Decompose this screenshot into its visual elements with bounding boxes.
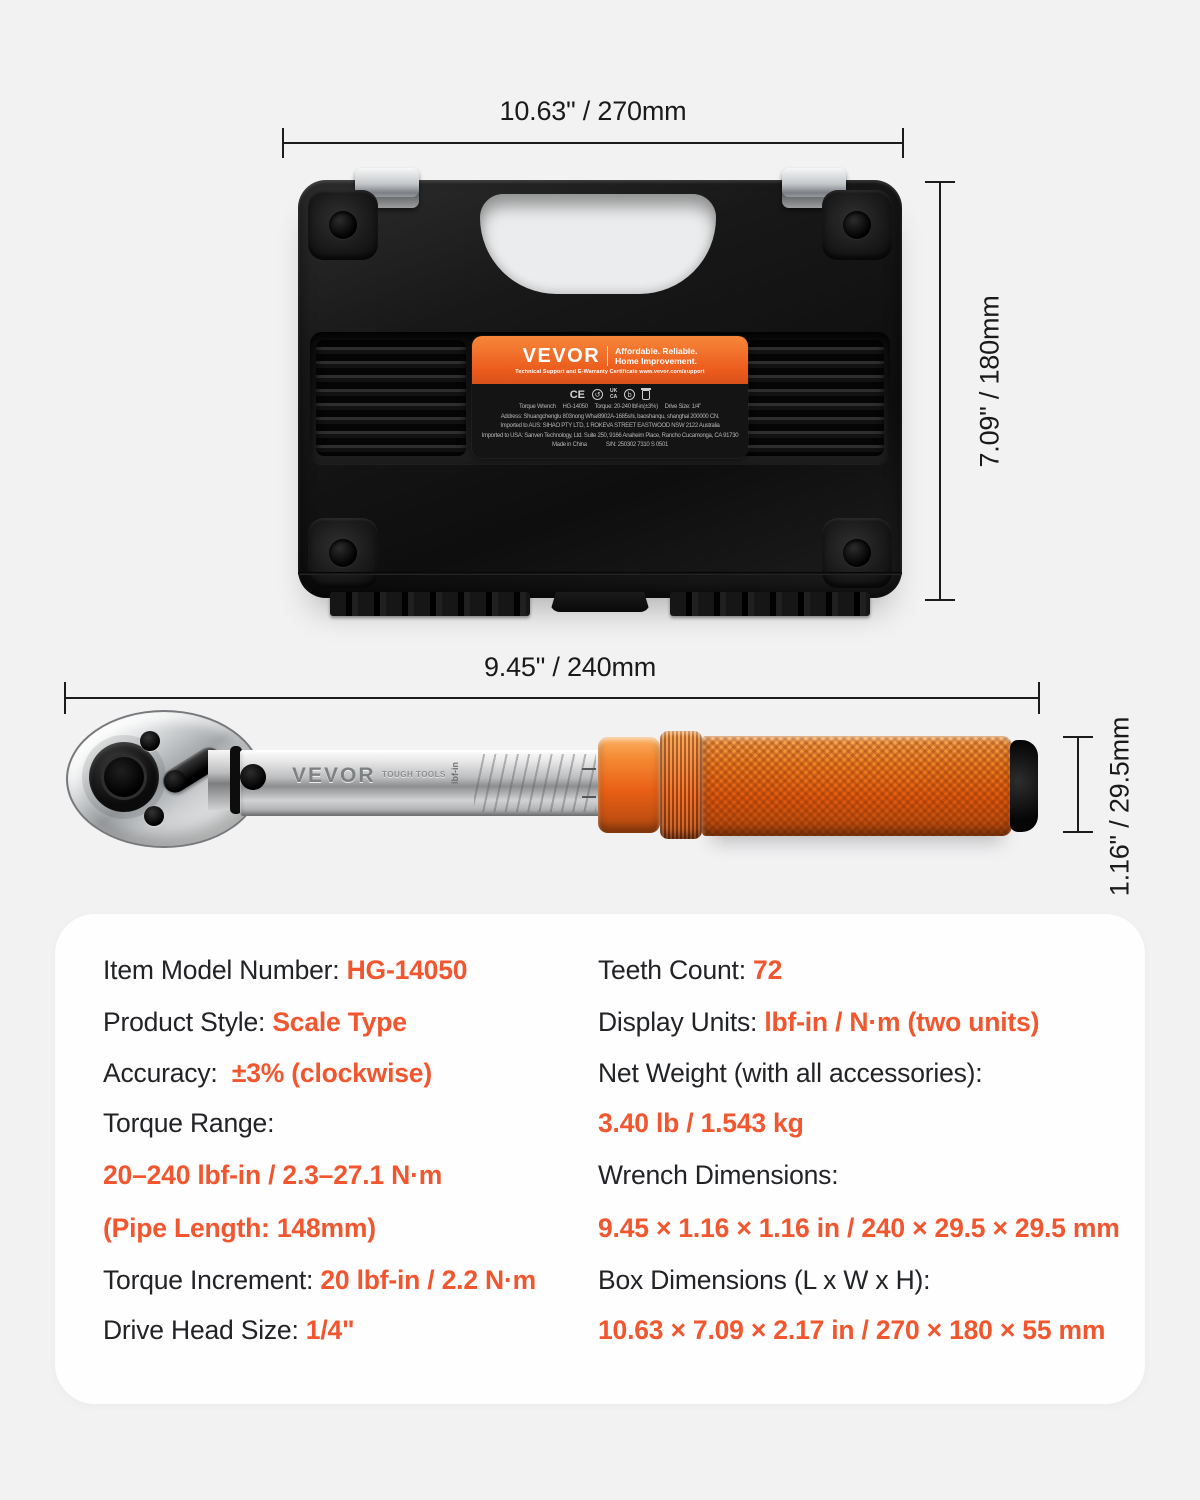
square-drive-center xyxy=(101,754,147,800)
spec-row-teeth-count: Teeth Count: 72 xyxy=(598,955,783,985)
tagline-line1: Affordable. Reliable. xyxy=(615,345,698,356)
spec-row-wrench-dimensions-label: Wrench Dimensions: xyxy=(598,1160,839,1190)
case-center-foot xyxy=(550,592,650,612)
sticker-divider xyxy=(607,346,608,366)
case-rib-texture-left xyxy=(316,340,466,456)
case-width-tick-left xyxy=(282,128,284,158)
weee-bin-icon xyxy=(642,390,650,400)
spec-row-net-weight-label: Net Weight (with all accessories): xyxy=(598,1058,983,1088)
sticker-info-area xyxy=(472,384,748,458)
shaft-pin xyxy=(240,764,266,790)
spec-row-accuracy: Accuracy: ±3% (clockwise) xyxy=(103,1058,432,1088)
wrench-height-tick-bottom xyxy=(1063,831,1093,833)
spec-row-item-model-number: Item Model Number: HG-14050 xyxy=(103,955,468,985)
spec-row-net-weight-value: 3.40 lb / 1.543 kg xyxy=(598,1108,804,1138)
handle-orange-sleeve xyxy=(598,737,660,833)
case-corner-bumper xyxy=(822,190,892,260)
spec-row-torque-increment: Torque Increment: 20 lbf-in / 2.2 N·m xyxy=(103,1265,536,1295)
wrench-height-dimension-label: 1.16" / 29.5mm xyxy=(1104,716,1135,897)
shaft-tough-tools-text: TOUGH TOOLS xyxy=(382,770,446,779)
shaft-scale-unit: lbf-in xyxy=(450,762,460,784)
case-handle-cutout xyxy=(480,194,716,294)
shaft-scale-tick xyxy=(582,768,596,770)
ce-mark-icon: CE xyxy=(569,388,586,401)
case-sticker xyxy=(472,336,748,458)
sticker-support-line: Technical Support and E-Warranty Certificate www.vevor.com/support xyxy=(515,368,705,375)
handle-end-cap xyxy=(1010,740,1038,832)
tagline-line2: Home Improvement. xyxy=(615,355,697,366)
spec-row-wrench-dimensions-value: 9.45 × 1.16 × 1.16 in / 240 × 29.5 × 29.5 mm xyxy=(598,1213,1120,1243)
case-lid-seam xyxy=(298,572,902,575)
handle-knurled-grip xyxy=(702,736,1012,836)
spec-row-product-style: Product Style: Scale Type xyxy=(103,1007,407,1037)
ukca-icon: UK CA xyxy=(610,388,618,400)
case-corner-bumper xyxy=(308,190,378,260)
case-corner-bumper xyxy=(822,518,892,588)
sticker-info-line: Made in China S/N: 250302 7310 S 0501 xyxy=(551,442,669,449)
spec-row-torque-range-value: 20–240 lbf-in / 2.3–27.1 N·m xyxy=(103,1160,443,1190)
case-height-dimension-label: 7.09" / 180mm xyxy=(974,295,1005,468)
spec-row-display-units: Display Units: lbf-in / N·m (two units) xyxy=(598,1007,1040,1037)
spec-row-torque-range-label: Torque Range: xyxy=(103,1108,275,1138)
vevor-logo: VEVOR xyxy=(522,344,601,367)
case-height-tick-bottom xyxy=(925,599,955,601)
wrench-length-tick-right xyxy=(1038,682,1040,714)
sticker-orange-header xyxy=(472,336,748,384)
recycle-icon: ↺ xyxy=(592,389,603,400)
direction-switch-knob xyxy=(164,770,186,792)
wrench-height-tick-top xyxy=(1063,736,1093,738)
case-hinge-right xyxy=(670,592,870,616)
spec-row-drive-head-size: Drive Head Size: 1/4" xyxy=(103,1315,355,1345)
case-corner-bumper xyxy=(308,518,378,588)
case-label-recess xyxy=(310,332,890,464)
shaft-scale-chevrons xyxy=(474,754,596,812)
case-width-dimension-label: 10.63" / 270mm xyxy=(499,96,687,126)
wrench-height-dimension-line xyxy=(1077,737,1079,833)
case-height-dimension-line xyxy=(939,182,941,600)
b-certification-icon: b xyxy=(624,389,635,400)
case-width-tick-right xyxy=(902,128,904,158)
sticker-info-line: Torque Wrench HG-14050 Torque: 20-240 lbf-in(±3%) Drive Size: 1/4" xyxy=(519,404,701,410)
wrench-length-dimension-label: 9.45" / 240mm xyxy=(483,652,657,682)
sticker-taglines xyxy=(615,346,697,366)
case-hinge-left xyxy=(330,592,530,616)
spec-row-box-dimensions-value: 10.63 × 7.09 × 2.17 in / 270 × 180 × 55 mm xyxy=(598,1315,1106,1345)
carrying-case xyxy=(298,180,902,598)
sticker-info-line: Imported to USA: Sanven Technology, Ltd. Suite 250, 9166 Anaheim Place, Rancho Cucamonga, CA 91730 xyxy=(481,432,739,439)
certification-icons-row xyxy=(570,387,651,402)
shaft-brand-text: VEVOR xyxy=(292,764,376,787)
wrench-length-tick-left xyxy=(64,682,66,714)
sticker-info-line: Imported to AUS: SIHAO PTY LTD, 1 ROKEVA STREET EASTWOOD NSW 2122 Australia xyxy=(500,423,720,430)
wrench-length-dimension-line xyxy=(65,697,1040,699)
spec-row-pipe-length: (Pipe Length: 148mm) xyxy=(103,1213,376,1243)
case-height-tick-top xyxy=(925,181,955,183)
case-rib-texture-right xyxy=(734,340,884,456)
spec-row-box-dimensions-label: Box Dimensions (L x W x H): xyxy=(598,1265,931,1295)
head-screw-bottom xyxy=(144,806,164,826)
shaft-scale-tick xyxy=(582,796,596,798)
case-width-dimension-line xyxy=(283,142,903,144)
head-screw-top xyxy=(140,731,160,751)
handle-adjustment-ring xyxy=(660,731,702,839)
sticker-info-line: Address: Shuangchenglu 803nong Wha/8902A-1685shi, baoshanqu, shanghai 200000 CN. xyxy=(500,413,720,420)
